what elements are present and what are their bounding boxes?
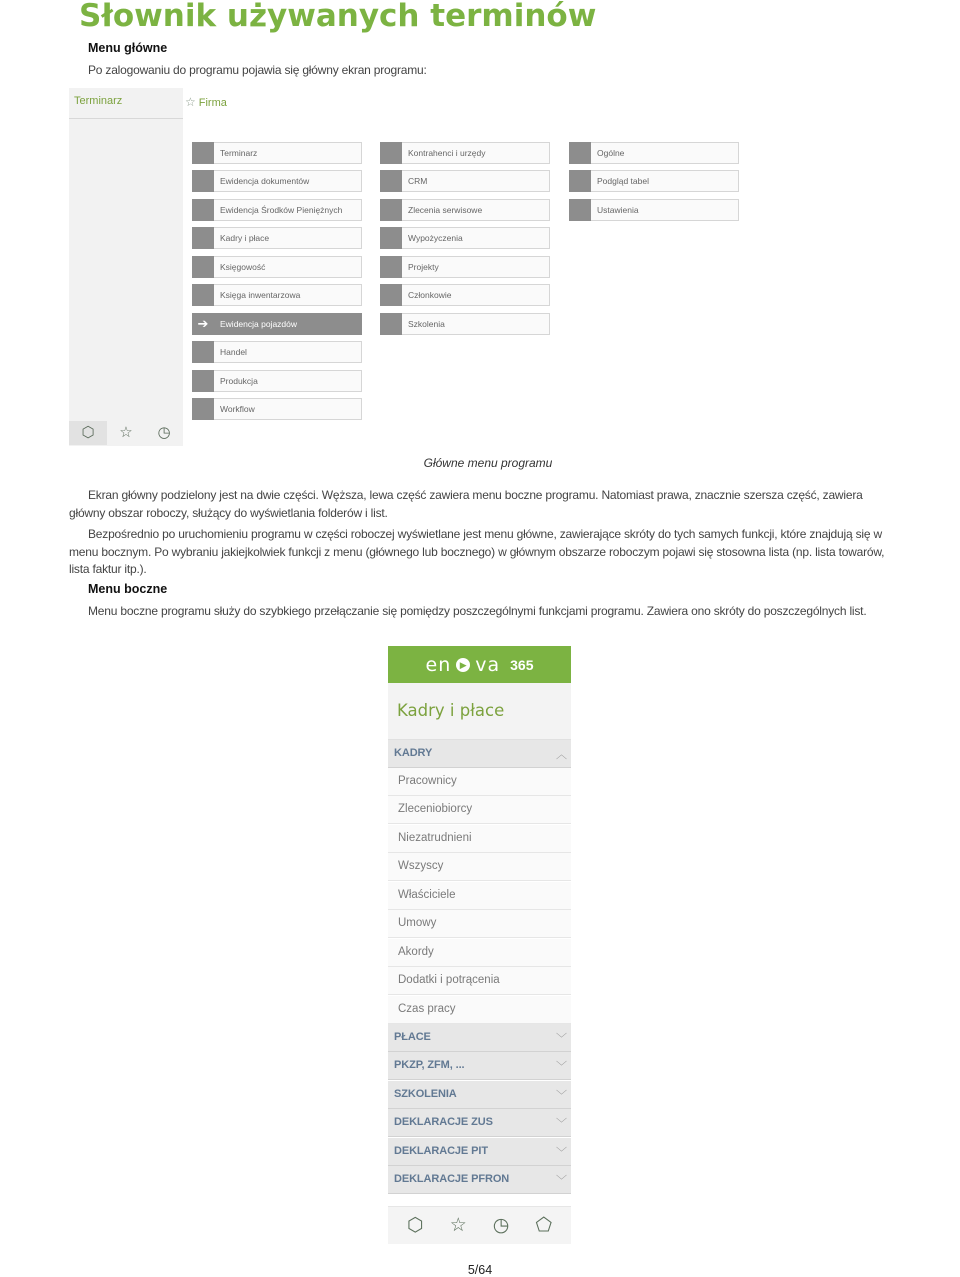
tile-icon bbox=[569, 199, 591, 221]
clock-icon[interactable]: ◷ bbox=[492, 1215, 510, 1236]
tile-terminarz[interactable] bbox=[192, 142, 362, 164]
box-icon[interactable]: ⬡ bbox=[407, 1215, 424, 1236]
tile-icon bbox=[380, 284, 402, 306]
clock-icon[interactable]: ◷ bbox=[157, 424, 171, 441]
tab-label: Firma bbox=[198, 97, 227, 109]
group-deklaracje-zus[interactable] bbox=[388, 1109, 571, 1137]
tile-podglad-tabel[interactable] bbox=[569, 170, 739, 192]
group-pkzp[interactable] bbox=[388, 1052, 571, 1080]
menu-item-pracownicy[interactable] bbox=[388, 768, 571, 796]
star-icon[interactable]: ☆ bbox=[119, 424, 133, 441]
tile-crm[interactable] bbox=[380, 170, 550, 192]
paragraph-side-menu: Menu boczne programu służy do szybkiego przełączanie się pomiędzy poszczególnymi funkcjami programu. Zawiera ono skróty do poszczególnych list. bbox=[88, 604, 867, 618]
tile-icon bbox=[192, 227, 214, 249]
group-deklaracje-pfron[interactable] bbox=[388, 1166, 571, 1194]
item-label: Właściciele bbox=[398, 889, 456, 901]
tile-label: Zlecenia serwisowe bbox=[408, 205, 483, 215]
tile-icon bbox=[192, 398, 214, 420]
tile-label: Księgowość bbox=[220, 262, 266, 272]
enova-logo bbox=[388, 646, 571, 683]
tile-label: Ewidencja Środków Pieniężnych bbox=[220, 205, 343, 215]
tile-label: Księga inwentarzowa bbox=[220, 290, 301, 300]
tile-icon bbox=[192, 341, 214, 363]
paragraph-main-menu: Bezpośrednio po uruchomieniu programu w części roboczej wyświetlane jest menu główne, zawierające skróty do tych samych funkcji, które znajdują się w menu bocznym. Po wybraniu jakiejkolwiek funkcji z menu (głównego lub bocznego) w głównym obszarze roboczym pojawi się stosowna lista (np. lista towarów, lista faktur itp.). bbox=[69, 527, 885, 576]
chevron-up-icon: ︿ bbox=[556, 749, 567, 761]
tile-label: Handel bbox=[220, 347, 247, 357]
menu-item-czas-pracy[interactable] bbox=[388, 996, 571, 1024]
tile-icon bbox=[569, 170, 591, 192]
group-place[interactable] bbox=[388, 1024, 571, 1052]
logo-text: va bbox=[475, 653, 501, 676]
module-title: Kadry i płace bbox=[397, 701, 505, 720]
tile-ksiegowosc[interactable] bbox=[192, 256, 362, 278]
chevron-down-icon: ﹀ bbox=[556, 1061, 567, 1073]
menu-item-wszyscy[interactable] bbox=[388, 853, 571, 881]
tile-ksiega-inwentarzowa[interactable] bbox=[192, 284, 362, 306]
item-label: Akordy bbox=[398, 946, 434, 958]
page-title: Słownik używanych terminów bbox=[79, 0, 597, 34]
tile-kontrahenci[interactable] bbox=[380, 142, 550, 164]
tile-icon bbox=[380, 256, 402, 278]
tile-icon bbox=[192, 170, 214, 192]
tile-label: Workflow bbox=[220, 404, 255, 414]
side-panel bbox=[69, 88, 183, 446]
box-icon[interactable]: ⬡ bbox=[69, 421, 107, 445]
menu-item-niezatrudnieni[interactable] bbox=[388, 825, 571, 853]
chevron-down-icon: ﹀ bbox=[556, 1090, 567, 1102]
group-label: DEKLARACJE PIT bbox=[394, 1145, 488, 1157]
tile-label: Podgląd tabel bbox=[597, 176, 649, 186]
chevron-down-icon: ﹀ bbox=[556, 1033, 567, 1045]
main-menu-screenshot bbox=[69, 88, 769, 448]
menu-item-umowy[interactable] bbox=[388, 910, 571, 938]
tile-handel[interactable] bbox=[192, 341, 362, 363]
tile-label: Ustawienia bbox=[597, 205, 639, 215]
tile-icon bbox=[380, 227, 402, 249]
group-label: SZKOLENIA bbox=[394, 1088, 457, 1100]
tile-icon bbox=[192, 256, 214, 278]
group-label: DEKLARACJE ZUS bbox=[394, 1116, 493, 1128]
tile-zlecenia-serwisowe[interactable] bbox=[380, 199, 550, 221]
logo-text: en bbox=[425, 653, 452, 676]
tile-ustawienia[interactable] bbox=[569, 199, 739, 221]
tile-label: CRM bbox=[408, 176, 428, 186]
side-menu-screenshot bbox=[388, 646, 571, 1244]
tile-label: Kontrahenci i urzędy bbox=[408, 148, 486, 158]
tile-workflow[interactable] bbox=[192, 398, 362, 420]
tile-wypozyczenia[interactable] bbox=[380, 227, 550, 249]
menu-item-zleceniobiorcy[interactable] bbox=[388, 796, 571, 824]
menu-item-dodatki[interactable] bbox=[388, 967, 571, 995]
chevron-down-icon: ﹀ bbox=[556, 1118, 567, 1130]
side-icon-bar bbox=[69, 421, 183, 445]
play-icon: ▶ bbox=[456, 658, 470, 672]
tile-label: Produkcja bbox=[220, 376, 258, 386]
menu-side-heading: Menu boczne bbox=[88, 582, 168, 596]
item-label: Czas pracy bbox=[398, 1003, 456, 1015]
logo-number: 365 bbox=[510, 656, 534, 673]
intro-text: Po zalogowaniu do programu pojawia się główny ekran programu: bbox=[88, 63, 427, 77]
tab-label: Terminarz bbox=[74, 95, 123, 107]
group-kadry[interactable] bbox=[388, 740, 571, 768]
tile-icon bbox=[192, 284, 214, 306]
item-label: Zleceniobiorcy bbox=[398, 803, 473, 815]
tile-ewidencja-srodkow[interactable] bbox=[192, 199, 362, 221]
tile-produkcja[interactable] bbox=[192, 370, 362, 392]
tile-label: Szkolenia bbox=[408, 319, 445, 329]
tab-terminarz[interactable] bbox=[69, 88, 183, 119]
chevron-down-icon: ﹀ bbox=[556, 1175, 567, 1187]
tab-firma[interactable] bbox=[185, 95, 227, 109]
tile-ogolne[interactable] bbox=[569, 142, 739, 164]
tile-projekty[interactable] bbox=[380, 256, 550, 278]
tile-icon bbox=[192, 199, 214, 221]
tile-icon bbox=[380, 170, 402, 192]
tile-czlonkowie[interactable] bbox=[380, 284, 550, 306]
tile-kadry-i-place[interactable] bbox=[192, 227, 362, 249]
tag-icon[interactable]: ⬠ bbox=[535, 1215, 552, 1236]
tile-label: Terminarz bbox=[220, 148, 258, 158]
item-label: Wszyscy bbox=[398, 860, 444, 872]
tile-icon bbox=[192, 142, 214, 164]
item-label: Umowy bbox=[398, 917, 437, 929]
chevron-down-icon: ﹀ bbox=[556, 1147, 567, 1159]
tile-label: Projekty bbox=[408, 262, 439, 272]
bottom-icon-bar bbox=[388, 1206, 571, 1244]
tile-label: Wypożyczenia bbox=[408, 233, 463, 243]
item-label: Dodatki i potrącenia bbox=[398, 974, 500, 986]
group-label: PKZP, ZFM, ... bbox=[394, 1059, 465, 1071]
group-szkolenia[interactable] bbox=[388, 1081, 571, 1109]
star-icon: ☆ bbox=[185, 95, 196, 109]
tile-label: Ewidencja pojazdów bbox=[220, 319, 298, 329]
item-label: Niezatrudnieni bbox=[398, 832, 472, 844]
tile-szkolenia[interactable] bbox=[380, 313, 550, 335]
menu-item-wlasciciele[interactable] bbox=[388, 882, 571, 910]
group-label: KADRY bbox=[394, 747, 433, 759]
tile-icon bbox=[380, 199, 402, 221]
page-number: 5/64 bbox=[467, 1263, 493, 1277]
tile-label: Ewidencja dokumentów bbox=[220, 176, 310, 186]
group-deklaracje-pit[interactable] bbox=[388, 1138, 571, 1166]
menu-main-heading: Menu główne bbox=[88, 41, 168, 55]
group-label: DEKLARACJE PFRON bbox=[394, 1173, 510, 1185]
module-header bbox=[388, 683, 571, 739]
tile-label: Członkowie bbox=[408, 290, 452, 300]
paragraph-screen-layout: Ekran główny podzielony jest na dwie części. Węższa, lewa część zawiera menu boczne programu. Natomiast prawa, znacznie szersza część, zawiera główny obszar roboczy, służący do wyświetlania folderów i list. bbox=[69, 488, 863, 520]
star-icon[interactable]: ☆ bbox=[449, 1215, 467, 1236]
item-label: Pracownicy bbox=[398, 775, 457, 787]
tile-icon bbox=[380, 142, 402, 164]
group-label: PŁACE bbox=[394, 1031, 431, 1043]
tile-label: Kadry i płace bbox=[220, 233, 270, 243]
tile-icon bbox=[380, 313, 402, 335]
arrow-right-icon: ➔ bbox=[192, 313, 214, 335]
menu-item-akordy[interactable] bbox=[388, 939, 571, 967]
tile-icon bbox=[569, 142, 591, 164]
tile-ewidencja-dokumentow[interactable] bbox=[192, 170, 362, 192]
figure-caption: Główne menu programu bbox=[423, 456, 553, 470]
tile-ewidencja-pojazdow[interactable] bbox=[192, 313, 362, 335]
tile-label: Ogólne bbox=[597, 148, 625, 158]
tile-icon bbox=[192, 370, 214, 392]
